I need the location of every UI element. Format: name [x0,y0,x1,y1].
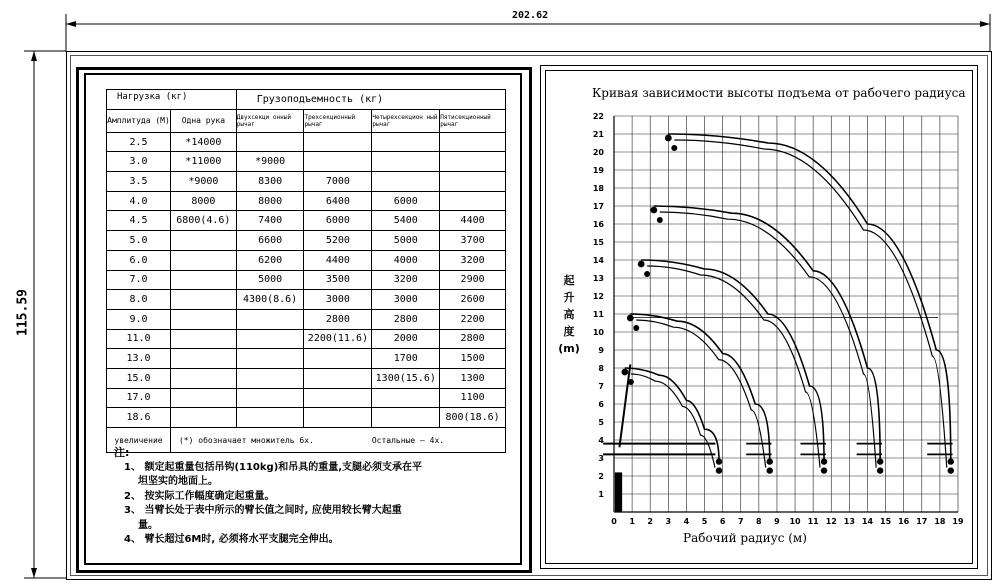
y-tick-label: 17 [592,202,604,211]
increase-label: увеличение [107,428,171,453]
amplitude-cell: 11.0 [107,329,171,349]
capacity-cell: 4300(8.6) [236,290,304,310]
rest-multiplier-label: Остальные — 4x. [372,428,506,453]
column-five-section: Пятисекционный рычаг [440,109,506,132]
y-tick-label: 21 [592,130,604,139]
capacity-cell: 6400 [304,191,372,211]
capacity-cell: 2800 [440,329,506,349]
amplitude-cell: 4.5 [107,211,171,231]
x-tick-label: 15 [880,517,892,526]
lift-curve-inner-5 [674,140,946,468]
capacity-cell: *14000 [170,132,236,152]
amplitude-cell: 5.0 [107,231,171,251]
boom-head-point [638,261,645,268]
amplitude-cell: 7.0 [107,270,171,290]
note-line-3: 2、 按实际工作幅度确定起重量。 [124,490,275,502]
amplitude-cell: 17.0 [107,388,171,408]
capacity-cell: 3000 [372,290,440,310]
capacity-cell: 1500 [440,349,506,369]
capacity-cell: 800(18.6) [440,408,506,428]
x-tick-label: 8 [756,517,762,526]
x-tick-label: 10 [789,517,801,526]
x-tick-label: 11 [807,517,819,526]
y-tick-label: 15 [592,238,604,247]
capacity-cell: 5000 [236,270,304,290]
note-line-4: 3、 当臂长处于表中所示的臂长值之间时, 应使用较长臂大起重 [124,505,402,516]
x-tick-label: 14 [861,517,874,526]
capacity-cell: 1700 [372,349,440,369]
hook-point [877,458,883,464]
capacity-cell: 4400 [304,250,372,270]
x-tick-label: 1 [629,517,635,526]
y-label-char-4: 度 [563,325,575,338]
y-label-char-3: 高 [563,308,575,321]
note-line-6: 4、 臂长超过6M时, 必须将水平支腿完全伸出。 [124,534,339,545]
amplitude-cell: 6.0 [107,250,171,270]
boom-head-point [628,379,634,385]
capacity-cell: 2900 [440,270,506,290]
boom-head-point [633,325,639,331]
y-tick-label: 1 [598,490,604,499]
x-axis-label: Рабочий радиус (м) [683,531,807,545]
lift-curve-series-2 [630,314,769,462]
amplitude-label: Амплитуда (M) [107,109,171,132]
crane-base [615,472,622,512]
capacity-cell: 2600 [440,290,506,310]
y-tick-label: 9 [598,346,604,355]
amplitude-cell: 3.0 [107,152,171,172]
x-tick-label: 2 [647,517,653,526]
column-two-section: Двухсекци онный рычаг [236,109,304,132]
x-tick-label: 12 [825,517,837,526]
capacity-cell: 2800 [372,309,440,329]
y-tick-label: 3 [598,454,604,463]
amplitude-cell: 18.6 [107,408,171,428]
column-one-arm: Одна рука [170,109,236,132]
y-tick-label: 18 [592,184,604,193]
note-line-5: 量。 [138,519,158,531]
boom-head-point [671,145,677,151]
y-label-char-5: (m) [558,342,580,355]
boom-head-point [644,271,650,277]
y-tick-label: 19 [592,166,604,175]
amplitude-cell: 8.0 [107,290,171,310]
y-tick-label: 4 [598,436,604,445]
capacity-cell: 3500 [304,270,372,290]
hook-point [877,467,883,473]
x-tick-label: 3 [665,517,672,526]
capacity-cell: 5000 [372,231,440,251]
column-four-section: Четырехсекцион ный рычаг [372,109,440,132]
hook-point [767,467,773,473]
y-tick-label: 20 [592,148,604,157]
boom-head-point [665,135,672,142]
amplitude-cell: 4.0 [107,191,171,211]
lift-curve-inner-2 [636,320,765,468]
boom-head-point [657,217,663,223]
boom-head-point [621,369,628,376]
capacity-cell: 3200 [372,270,440,290]
capacity-cell: 2200(11.6) [304,329,372,349]
note-line-2: 坦坚实的地面上。 [138,476,218,487]
capacity-cell: 6200 [236,250,304,270]
amplitude-cell: 13.0 [107,349,171,369]
capacity-cell: 8000 [170,191,236,211]
x-tick-label: 6 [719,517,726,526]
x-tick-label: 9 [774,517,780,526]
lift-curve-series-5 [668,134,950,462]
height-dimension-label: 115.59 [15,289,31,336]
y-tick-label: 16 [592,220,604,229]
x-tick-label: 17 [916,517,928,526]
capacity-cell: 3000 [304,290,372,310]
notes-title: 注: [114,446,130,459]
x-tick-label: 16 [898,517,910,526]
x-tick-label: 13 [843,517,855,526]
width-dimension-label: 202.62 [512,10,549,21]
capacity-cell: 6600 [236,231,304,251]
lift-curve-series-1 [625,368,719,462]
capacity-cell: 4000 [372,250,440,270]
x-tick-label: 5 [701,517,708,526]
capacity-cell: 2800 [304,309,372,329]
crane-column [619,364,630,447]
capacity-cell: 6000 [304,211,372,231]
x-tick-label: 18 [934,517,946,526]
y-tick-label: 7 [598,382,604,391]
y-tick-label: 11 [592,310,604,319]
hook-point [767,458,773,464]
hook-point [716,458,722,464]
capacity-cell: 5200 [304,231,372,251]
capacity-cell: 8000 [236,191,304,211]
capacity-cell: 2200 [440,309,506,329]
capacity-cell: 4400 [440,211,506,231]
capacity-label: Грузоподъемность (кг) [236,90,505,110]
load-label: Нагрузка (кг) [117,92,188,102]
capacity-cell: 7400 [236,211,304,231]
capacity-cell: *9000 [236,152,304,172]
hook-point [821,458,827,464]
hook-point [821,467,827,473]
x-tick-label: 19 [952,517,964,526]
capacity-cell: 6000 [372,191,440,211]
hook-point [948,467,954,473]
y-tick-label: 22 [592,112,604,121]
x-tick-label: 4 [683,517,690,526]
capacity-cell: *9000 [170,172,236,192]
capacity-cell: 1100 [440,388,506,408]
y-label-char-2: 升 [563,291,575,304]
column-three-section: Трехсекционный рычаг [304,109,372,132]
x-tick-label: 7 [737,517,744,526]
capacity-cell: 5400 [372,211,440,231]
multiplier-note: (*) обозначает множитель 6x. [170,428,371,453]
capacity-cell: 2000 [372,329,440,349]
capacity-cell: 3700 [440,231,506,251]
y-tick-label: 6 [598,400,604,409]
amplitude-cell: 2.5 [107,132,171,152]
capacity-cell: 1300 [440,368,506,388]
y-tick-label: 13 [592,274,604,283]
capacity-cell: 8300 [236,172,304,192]
amplitude-cell: 9.0 [107,309,171,329]
x-tick-label: 0 [611,517,617,526]
hook-point [716,467,722,473]
capacity-cell: *11000 [170,152,236,172]
y-tick-label: 14 [592,256,604,265]
capacity-cell: 6800(4.6) [170,211,236,231]
capacity-cell: 1300(15.6) [372,368,440,388]
chart-title: Кривая зависимости высоты подъема от рабочего радиуса [592,86,966,100]
y-label-char-1: 起 [563,274,575,287]
y-tick-label: 12 [592,292,604,301]
y-tick-label: 8 [598,364,604,373]
amplitude-cell: 15.0 [107,368,171,388]
y-tick-label: 2 [598,472,604,481]
y-tick-label: 10 [592,328,604,337]
capacity-cell: 3200 [440,250,506,270]
capacity-cell: 7000 [304,172,372,192]
boom-head-point [650,207,657,214]
note-line-1: 1、 额定起重量包括吊钩(110kg)和吊具的重量,支腿必须支承在平 [124,461,423,473]
y-tick-label: 5 [598,418,604,427]
amplitude-cell: 3.5 [107,172,171,192]
hook-point [948,458,954,464]
